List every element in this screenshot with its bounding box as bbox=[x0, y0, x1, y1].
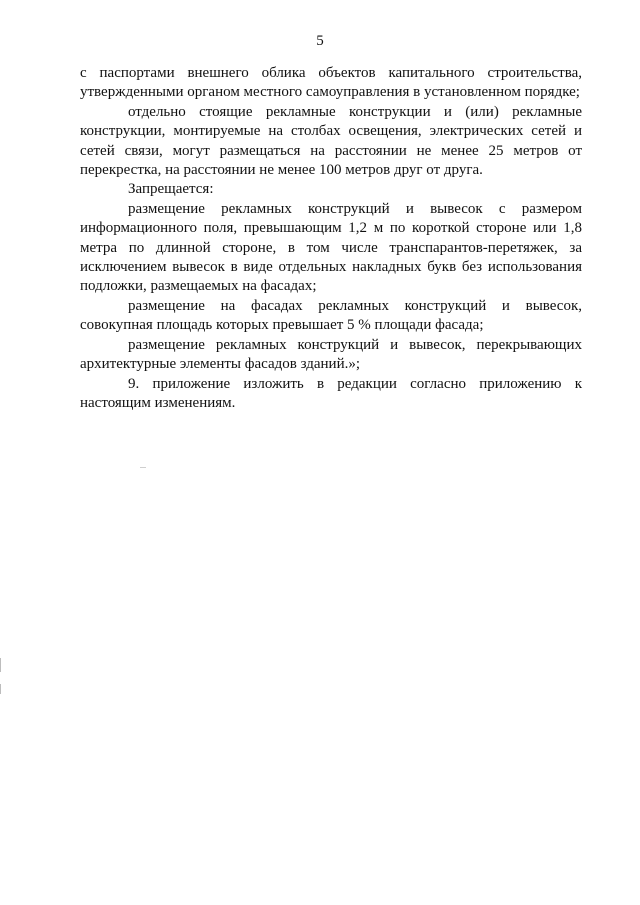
scan-speck bbox=[140, 467, 146, 468]
document-body bbox=[80, 64, 582, 413]
page-number: 5 bbox=[316, 33, 324, 49]
paragraph-1: с паспортами внешнего облика объектов капитального строительства, утвержденными органом местного самоуправления в установленном порядке; bbox=[80, 65, 582, 101]
paragraph-6: размещение рекламных конструкций и вывесок, перекрывающих архитектурные элементы фасадов зданий.»; bbox=[80, 336, 582, 373]
paragraph-5: размещение на фасадах рекламных конструкций и вывесок, совокупная площадь которых превышает 5 % площади фасада; bbox=[80, 297, 582, 334]
paragraph-7: 9. приложение изложить в редакции согласно приложению к настоящим изменениям. bbox=[80, 375, 582, 411]
paragraph-4: размещение рекламных конструкций и вывесок с размером информационного поля, превышающим 1,2 м по короткой стороне или 1,8 метра по длинной стороне, в том числе транспарантов-перетяжек, за исключением вывесок в виде отдельных накладных букв без использования подложки, размещаемых на фасадах; bbox=[80, 200, 582, 295]
paragraph-2: отдельно стоящие рекламные конструкции и (или) рекламные конструкции, монтируемые на столбах освещения, электрических сетей и сетей связи, могут размещаться на расстоянии не менее 25 метров от перекрестка, на расстоянии не менее 100 метров друг от друга. bbox=[80, 103, 582, 179]
scan-margin-mark bbox=[0, 658, 1, 672]
paragraph-3: Запрещается: bbox=[128, 181, 214, 198]
scan-margin-mark bbox=[0, 684, 1, 694]
